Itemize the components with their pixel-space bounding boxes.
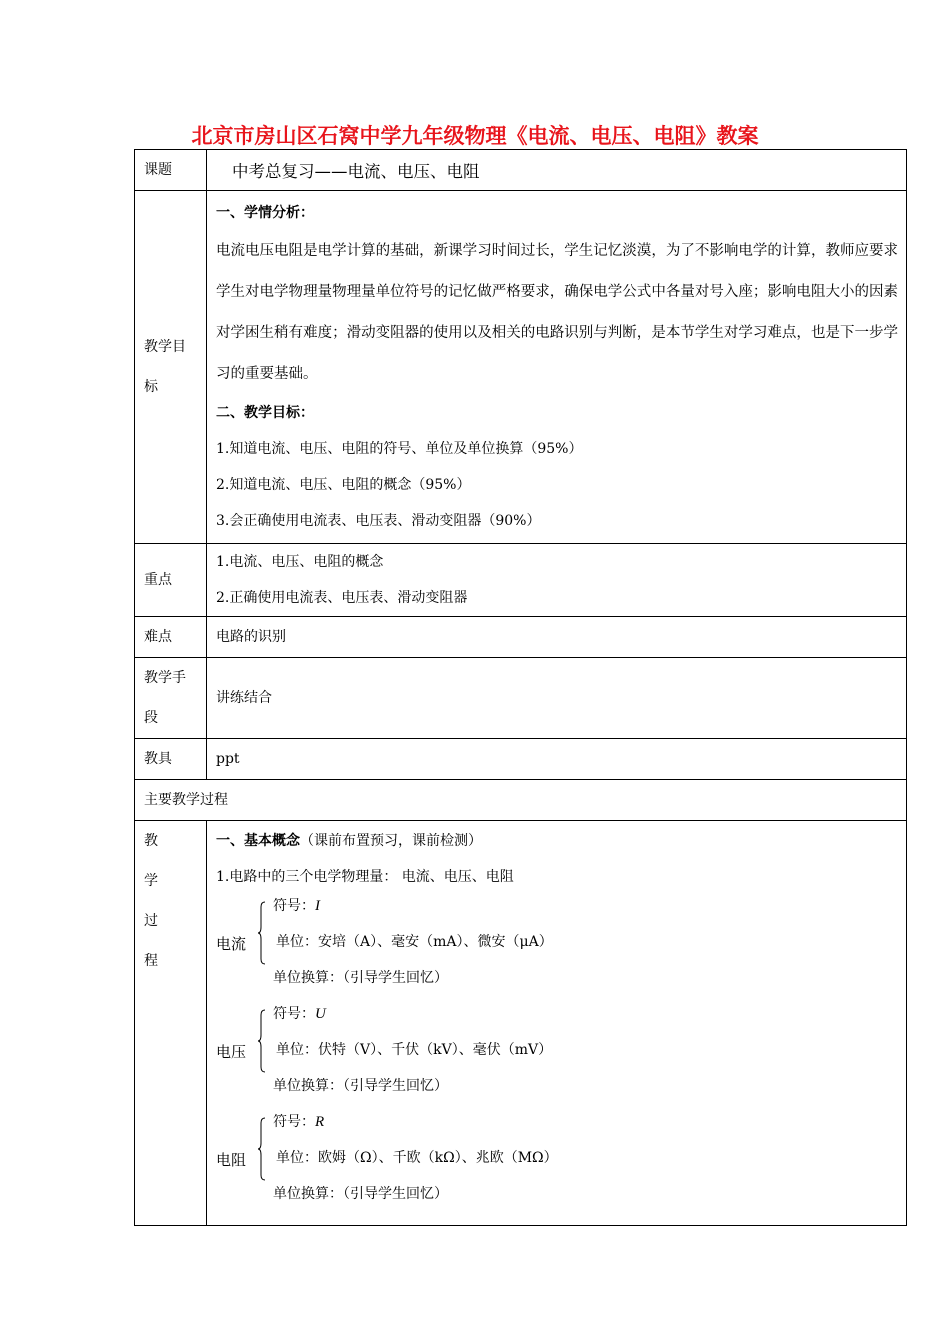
means-row xyxy=(135,658,907,739)
objective-item: 1.知道电流、电压、电阻的符号、单位及单位换算（95%） xyxy=(216,441,583,457)
goals-analysis-text: 电流电压电阻是电学计算的基础，新课学习时间过长，学生记忆淡漠，为了不影响电学的计算，教师应要求学生对电学物理量物理量单位符号的记忆做严格要求，确保电学公式中各量对号入座；影响电阻大小的因素对学困生稍有难度；滑动变阻器的使用以及相关的电路识别与判断，是本节学生对学习难点，也是下一步学习的重要基础。 xyxy=(216,243,898,382)
document-title: 北京市房山区石窝中学九年级物理《电流、电压、电阻》教案 xyxy=(191,123,759,148)
process-header: 主要教学过程 xyxy=(135,780,907,821)
goals-heading-analysis: 一、学情分析： xyxy=(216,205,314,221)
key-points-label: 重点 xyxy=(135,544,207,617)
key-points-row xyxy=(135,544,907,617)
objective-item: 3.会正确使用电流表、电压表、滑动变阻器（90%） xyxy=(216,513,541,529)
quantity-units: 单位：欧姆（Ω）、千欧（kΩ）、兆欧（MΩ） xyxy=(276,1150,558,1166)
process-intro: 1.电路中的三个电学物理量： 电流、电压、电阻 xyxy=(216,869,514,885)
left-brace-icon xyxy=(258,1009,266,1073)
tools-value: ppt xyxy=(216,751,240,767)
left-brace-icon xyxy=(258,901,266,965)
quantity-units: 单位：伏特（V）、千伏（kV）、毫伏（mV） xyxy=(276,1042,553,1058)
difficulty-row xyxy=(135,617,907,658)
quantity-group-current xyxy=(216,895,906,1003)
topic-row xyxy=(135,150,907,191)
process-row xyxy=(135,821,907,1226)
goals-label: 教学目 标 xyxy=(135,191,207,544)
quantity-symbol: 符号：U xyxy=(273,1006,326,1022)
topic-value: 中考总复习——电流、电压、电阻 xyxy=(232,162,480,181)
topic-label: 课题 xyxy=(135,150,207,191)
difficulty-label: 难点 xyxy=(135,617,207,658)
quantity-name: 电阻 xyxy=(216,1151,247,1169)
objective-item: 2.知道电流、电压、电阻的概念（95%） xyxy=(216,477,471,493)
quantity-units: 单位：安培（A）、毫安（mA）、微安（μA） xyxy=(276,934,553,950)
key-point-item: 2.正确使用电流表、电压表、滑动变阻器 xyxy=(216,590,468,606)
left-brace-icon xyxy=(258,1117,266,1181)
means-value: 讲练结合 xyxy=(216,690,272,706)
quantity-conversion: 单位换算：（引导学生回忆） xyxy=(273,1078,448,1094)
goals-row xyxy=(135,191,907,544)
goals-heading-objectives: 二、教学目标： xyxy=(216,405,314,421)
process-label: 教 学 过 程 xyxy=(135,821,207,1226)
tools-row xyxy=(135,739,907,780)
quantity-symbol: 符号：I xyxy=(273,898,320,914)
quantity-conversion: 单位换算：（引导学生回忆） xyxy=(273,970,448,986)
difficulty-value: 电路的识别 xyxy=(216,629,286,645)
quantity-name: 电流 xyxy=(216,935,247,953)
means-label: 教学手 段 xyxy=(135,658,207,739)
key-point-item: 1.电流、电压、电阻的概念 xyxy=(216,554,384,570)
quantity-conversion: 单位换算：（引导学生回忆） xyxy=(273,1186,448,1202)
tools-label: 教具 xyxy=(135,739,207,780)
quantity-name: 电压 xyxy=(216,1043,247,1061)
quantity-group-resistance xyxy=(216,1111,906,1219)
process-heading: 一、基本概念（课前布置预习，课前检测） xyxy=(216,833,482,849)
quantity-group-voltage xyxy=(216,1003,906,1111)
quantity-symbol: 符号：R xyxy=(273,1114,325,1130)
process-header-row xyxy=(135,780,907,821)
lesson-plan-table xyxy=(134,149,907,1226)
